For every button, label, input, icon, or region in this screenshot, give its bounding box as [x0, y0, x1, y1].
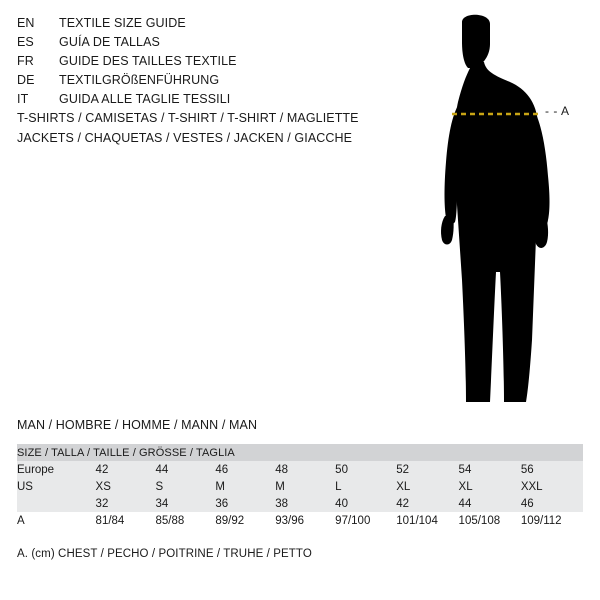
- cell: 81/84: [96, 512, 156, 529]
- size-table: [17, 444, 583, 529]
- chest-marker-dashes: - -: [545, 104, 558, 118]
- language-row: [17, 35, 357, 54]
- row-label: Europe: [17, 461, 96, 478]
- cell: 46: [521, 495, 583, 512]
- cell: 93/96: [275, 512, 335, 529]
- language-title: GUIDA ALLE TAGLIE TESSILI: [59, 92, 231, 106]
- cell: M: [215, 478, 275, 495]
- cell: 101/104: [396, 512, 458, 529]
- category-jackets: JACKETS / CHAQUETAS / VESTES / JACKEN / GIACCHE: [17, 131, 353, 145]
- table-header-label: SIZE / TALLA / TAILLE / GRÖSSE / TAGLIA: [17, 444, 583, 461]
- language-title: GUÍA DE TALLAS: [59, 35, 160, 49]
- language-code: FR: [17, 54, 34, 68]
- measurement-footnote: A. (cm) CHEST / PECHO / POITRINE / TRUHE / PETTO: [17, 548, 312, 560]
- silhouette-svg: [400, 10, 590, 410]
- row-label: A: [17, 512, 96, 529]
- cell: 56: [521, 461, 583, 478]
- cell: 34: [155, 495, 215, 512]
- cell: 54: [459, 461, 521, 478]
- language-title: TEXTILE SIZE GUIDE: [59, 16, 186, 30]
- cell: 109/112: [521, 512, 583, 529]
- cell: 40: [335, 495, 396, 512]
- male-silhouette-figure: [400, 10, 590, 410]
- cell: 46: [215, 461, 275, 478]
- cell: XXL: [521, 478, 583, 495]
- chest-marker-letter: A: [561, 104, 570, 118]
- table-header-row: [17, 444, 583, 461]
- cell: 52: [396, 461, 458, 478]
- cell: 42: [96, 461, 156, 478]
- language-code: ES: [17, 35, 34, 49]
- cell: 44: [155, 461, 215, 478]
- cell: 42: [396, 495, 458, 512]
- table-row: [17, 512, 583, 529]
- cell: 48: [275, 461, 335, 478]
- cell: 85/88: [155, 512, 215, 529]
- cell: 89/92: [215, 512, 275, 529]
- language-code: IT: [17, 92, 29, 106]
- cell: L: [335, 478, 396, 495]
- row-label: [17, 495, 96, 512]
- cell: 38: [275, 495, 335, 512]
- cell: S: [155, 478, 215, 495]
- language-row: [17, 92, 357, 111]
- cell: XL: [459, 478, 521, 495]
- language-code: DE: [17, 73, 35, 87]
- cell: 32: [96, 495, 156, 512]
- cell: 44: [459, 495, 521, 512]
- language-code: EN: [17, 16, 35, 30]
- language-title-list: [17, 16, 357, 111]
- category-tshirts: T-SHIRTS / CAMISETAS / T-SHIRT / T-SHIRT / MAGLIETTE: [17, 111, 359, 125]
- table-row: [17, 461, 583, 478]
- cell: 105/108: [459, 512, 521, 529]
- language-title: GUIDE DES TAILLES TEXTILE: [59, 54, 237, 68]
- row-label: US: [17, 478, 96, 495]
- chest-measure-label: [545, 104, 570, 118]
- cell: M: [275, 478, 335, 495]
- cell: XL: [396, 478, 458, 495]
- cell: 36: [215, 495, 275, 512]
- table-group-title: MAN / HOMBRE / HOMME / MANN / MAN: [17, 418, 258, 432]
- garment-category-list: [17, 111, 377, 151]
- cell: XS: [96, 478, 156, 495]
- table-row: [17, 495, 583, 512]
- language-row: [17, 73, 357, 92]
- cell: 50: [335, 461, 396, 478]
- language-row: [17, 54, 357, 73]
- language-row: [17, 16, 357, 35]
- table-row: [17, 478, 583, 495]
- language-title: TEXTILGRÖßENFÜHRUNG: [59, 73, 220, 87]
- cell: 97/100: [335, 512, 396, 529]
